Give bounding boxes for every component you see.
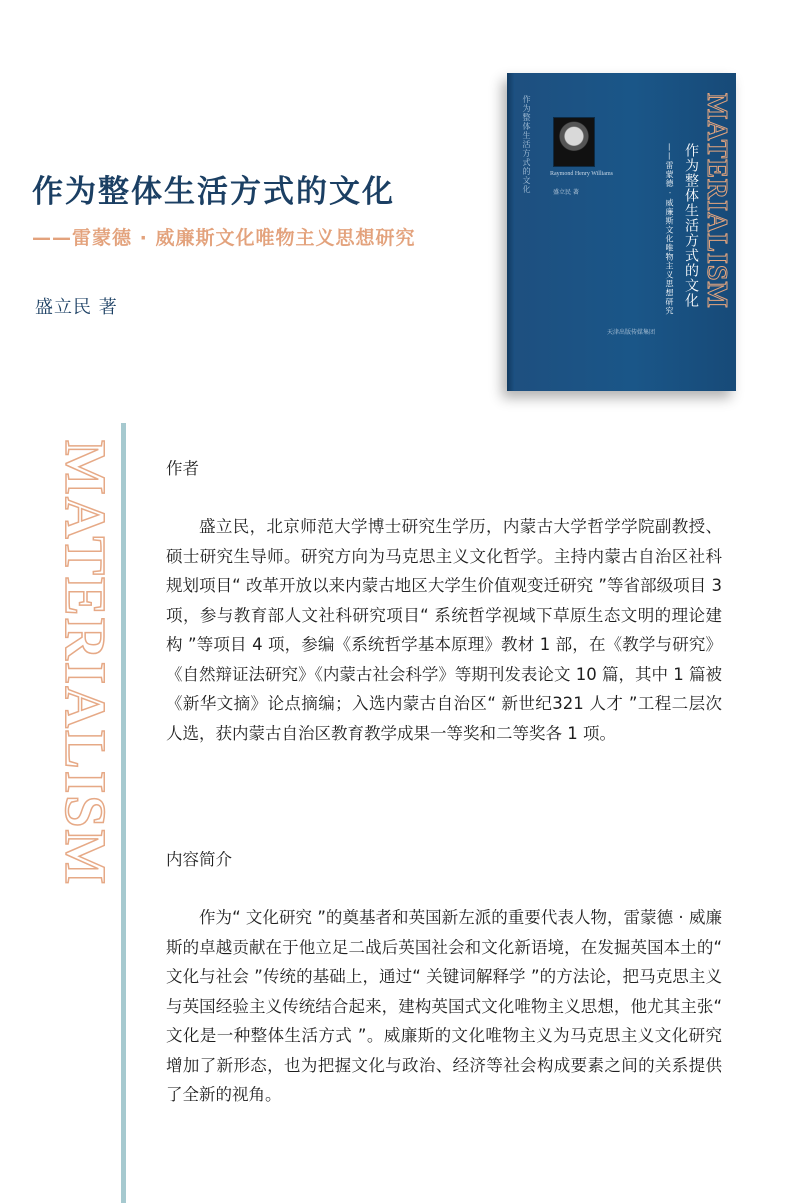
cover-author: 盛立民 著 [553,189,579,196]
cover-subtitle: ——雷蒙德 · 威廉斯文化唯物主义思想研究 [665,143,674,316]
cover-title: 作为整体生活方式的文化 [683,143,699,308]
author-portrait-image [553,117,595,167]
book-subtitle: ——雷蒙德 · 威廉斯文化唯物主义思想研究 [32,227,416,249]
summary [166,903,722,1110]
vertical-divider [121,423,126,1203]
cover-side-text: 作为整体生活方式的文化 [522,95,531,194]
summary-text: 作为“ 文化研究 ”的奠基者和英国新左派的重要代表人物，雷蒙德 · 威廉斯的卓越贡献在于他立足二战后英国社会和文化新语境，在发掘英国本土的“ 文化与社会 ”传统的基础上，通过“ 关键词解释学 ”的方法论，把马克思主义与英国经验主义传统结合起来，建构英国式文化唯物主义思想，他尤其主张“ 文化是一种整体生活方式 ”。威廉斯的文化唯物主义为马克思主义文化研究增加了新形态，也为把握文化与政治、经济等社会构成要素之间的关系提供了全新的视角。 [166,908,722,1104]
book-title: 作为整体生活方式的文化 [32,174,395,210]
cover-deco-word: MATERIALISM [701,93,732,309]
author-bio [166,512,722,748]
author-credit: 盛立民 著 [35,297,118,318]
cover-publisher: 天津出版传媒集团 [607,329,656,336]
cover-person-name: Raymond Henry Williams [550,171,613,177]
author-heading: 作者 [166,459,199,478]
book-spine [507,73,515,391]
book-cover [507,73,736,391]
materialism-deco-text: MATERIALISM [53,440,118,887]
author-bio-text: 盛立民，北京师范大学博士研究生学历，内蒙古大学哲学学院副教授、硕士研究生导师。研究方向为马克思主义文化哲学。主持内蒙古自治区社科规划项目“ 改革开放以来内蒙古地区大学生价值观变迁研究 ”等省部级项目 3 项，参与教育部人文社科研究项目“ 系统哲学视域下草原生态文明的理论建构 ”等项目 4 项，参编《系统哲学基本原理》教材 1 部，在《教学与研究》《自然辩证法研究》《内蒙古社会科学》等期刊发表论文 10 篇，其中 1 篇被《新华文摘》论点摘编；入选内蒙古自治区“ 新世纪321 人才 ”工程二层次人选，获内蒙古自治区教育教学成果一等奖和二等奖各 1 项。 [166,517,722,743]
summary-heading: 内容简介 [166,850,232,869]
